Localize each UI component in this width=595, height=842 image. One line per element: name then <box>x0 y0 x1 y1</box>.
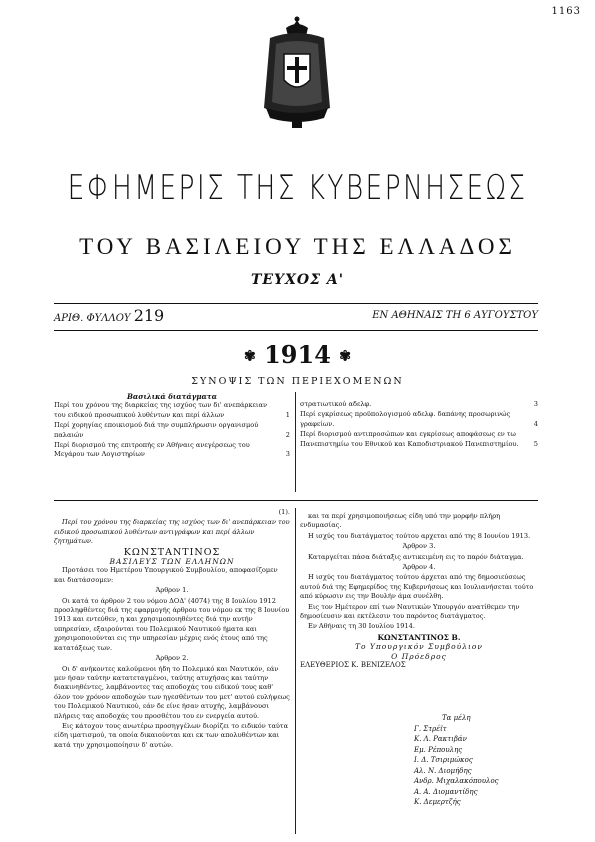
toc-left <box>54 392 290 461</box>
decree-number: (1). <box>278 508 290 516</box>
gazette-title: ΕΦΗΜΕΡΙΣ ΤΗΣ ΚΥΒΕΡΝΗΣΕΩΣ <box>67 168 528 208</box>
minister-name: Α. Α. Διομαντίδης <box>414 787 478 796</box>
article-text: Η ισχύς του διατάγματος τούτου άρχεται από της δημοσιεύσεως αυτού διά της Εφημερίδος της Κυβερνήσεως και Ιουλιανήσεται τούτο από κύρωσιν εις την Βουλήν άμα συνέλθη. <box>300 573 534 601</box>
column-rule <box>295 508 296 834</box>
preamble: Προτάσει του Ημετέρου Υπουργικού Συμβουλίου, αποφασίζομεν και διατάσσομεν: <box>54 566 278 584</box>
council-label: Το Υπουργικόν Συμβούλιον <box>355 642 483 652</box>
king-title: ΒΑΣΙΛΕΥΣ ΤΩΝ ΕΛΛΗΝΩΝ <box>109 557 235 567</box>
minister-name: Ανδρ. Μιχαλακόπουλος <box>414 777 499 785</box>
king-name: ΚΩΝΣΤΑΝΤΙΝΟΣ <box>123 546 221 558</box>
divider <box>54 500 538 501</box>
synopsis-heading: ΣΥΝΟΨΙΣ ΤΩΝ ΠΕΡΙΕΧΟΜΕΝΩΝ <box>191 376 404 387</box>
minister-name: Αλ. Ν. Διομήδης <box>414 766 472 775</box>
toc-right <box>300 400 538 450</box>
toc-heading: Βασιλικά διατάγματα <box>127 392 217 401</box>
article-heading: Άρθρον 3. <box>402 542 436 551</box>
gazette-subtitle: ΤΟΥ ΒΑΣΙΛΕΙΟΥ ΤΗΣ ΕΛΛΑΔΟΣ <box>79 234 516 259</box>
minister-name: Κ. Δεμερτζής <box>414 798 461 806</box>
column-rule <box>295 392 296 492</box>
issue-info-row <box>54 306 538 328</box>
article-heading: Άρθρον 2. <box>155 654 189 663</box>
series-label: ΤΕΥΧΟΣ Α' <box>250 272 345 288</box>
article-text: Η ισχύς του διατάγματος τούτου αρχεται από της 8 Ιουνίου 1913. <box>308 531 531 540</box>
members-label: Τα μέλη <box>442 714 471 722</box>
article-heading: Άρθρον 1. <box>155 586 189 595</box>
minister-name: Κ. Λ. Ρακτιβάν <box>414 735 467 743</box>
minister-name: Ι. Δ. Τσιριμώκος <box>414 756 473 764</box>
sheet-info <box>54 306 164 325</box>
year: 1914 <box>264 340 331 369</box>
president-name: ΕΛΕΥΘΕΡΙΟΣ Κ. ΒΕΝΙΖΕΛΟΣ <box>300 661 406 670</box>
article-text: Οι κατά το άρθρον 2 του νόμου ΔΟΔ' (4074) της 8 Ιουλίου 1912 προσληφθέντες διά της εφαρμογής άρθρου του νόμου εκ της 8 Ιουνίου 1913 και εντεύθεν, η και χρησιμοποιηθέντες διά την αυτήν υπηρεσίαν, εξαιρούνται του Πολεμικού Ναυτικού ήματα και χρησιμοποιούνται εις την υπηρεσίαν μέχρις ενός έτους από της κατατάξεως των. <box>54 596 290 652</box>
toc-item: Περί εγκρίσεως προϋπολογισμού αδελφ. δαπάνης προσωρινώς γραφείων. 4 <box>300 410 538 428</box>
decree-title: Περί του χρόνου της διαρκείας της ισχύος των δι' ανεπάρκειαν του ειδικού προσωπικού λυθέντων αντιγράφων και περί άλλων ζητημάτων. <box>54 518 290 546</box>
article-text: Εις τον Ημέτερον επί των Ναυτικών Υπουργόν ανατίθεμεν την δημοσίευσιν και εκτέλεσιν του παρόντος διατάγματος. <box>300 602 520 621</box>
toc-item: στρατιωτικού αδελφ. 3 <box>300 400 538 408</box>
royal-coat-of-arms-icon <box>262 14 332 154</box>
toc-item: Περί διορισμού της επιτροπής εν Αθήναις ανεγέρσεως του Μεγάρου των Λογιστηρίων 3 <box>54 441 290 459</box>
article-text: Εις κάτοχον τους ανωτέρω προσηγγέλων διορίζει το ειδικόν ταύτα είδη ιματισμού, τα οποία δικαιούνται και εκ των απολυθέντων και κατά την χρησιμοποίησιν δ' αυτών. <box>54 721 289 749</box>
toc-item: Περί χορηγίας εποικισμού διά την συμπλήρωσιν οργανισμού παλαιών 2 <box>54 421 290 439</box>
sheet-label: ΑΡΙΘ. ΦΥΛΛΟΥ <box>54 313 131 324</box>
ministers-list <box>414 713 499 808</box>
page-number: 1163 <box>551 6 581 17</box>
place-date: ΕΝ ΑΘΗΝΑΙΣ ΤΗ 6 ΑΥΓΟΥΣΤΟΥ <box>372 310 538 321</box>
body-left-column <box>54 508 290 751</box>
article-text: Οι δ' ανήκοντες καλούμενοι ήδη το Πολεμικό και Ναυτικόν, εάν μεν ήσαν ταύτην κατατεταγμένοι, ταύτης ατυχήσας και ταύτην διακινηθέντες, λαμβάνοντες τας αποδοχάς του ειδικού τους καθ' όλον τον χρόνον αποδοχών των ηγεσθέντων του μετ' αυτού ευλήψεως του Πολεμικού Ναυτικού, εάν δε είνε ήσαν ατυχής, λαμβάνουσι πλήρεις τας αποδοχάς του προσθέτου του εν ενεργεία αυτού. <box>54 664 290 720</box>
body-right-column <box>300 512 538 671</box>
toc-item: Περί του χρόνου της διαρκείας της ισχύος των δι' ανεπάρκειαν του ειδικού προσωπικού λυθέντων και περί άλλων 1 <box>54 401 290 419</box>
minister-name: Εμ. Ρέπουλης <box>414 745 463 754</box>
toc-item: Περί διορισμού αντιπροσώπων και εγκρίσεως αποφάσεως εν τω Πανεπιστημίω του Εθνικού και Καποδιστριακού Πανεπιστημίου. 5 <box>300 430 538 448</box>
date-line: Εν Αθήναις τη 30 Ιουλίου 1914. <box>308 622 415 631</box>
article-heading: Άρθρον 4. <box>402 563 436 572</box>
ornament-icon: ✾ <box>244 348 256 365</box>
minister-name: Γ. Στρέϊτ <box>414 724 447 733</box>
year-banner <box>0 340 595 369</box>
article-text: και τα περί χρησιμοποιήσεως είδη υπό την μορφήν πλήρη ενδυμασίας. <box>300 512 501 530</box>
article-text: Καταργείται πάσα διάταξις αντικειμένη εις το παρόν διάταγμα. <box>308 552 524 561</box>
king-signature: ΚΩΝΣΤΑΝΤΙΝΟΣ Β. <box>377 632 461 642</box>
divider <box>54 330 538 331</box>
sheet-number: 219 <box>133 306 165 325</box>
divider <box>54 303 538 304</box>
ornament-icon: ✾ <box>339 348 351 365</box>
president-label: Ο Πρόεδρος <box>391 651 447 661</box>
